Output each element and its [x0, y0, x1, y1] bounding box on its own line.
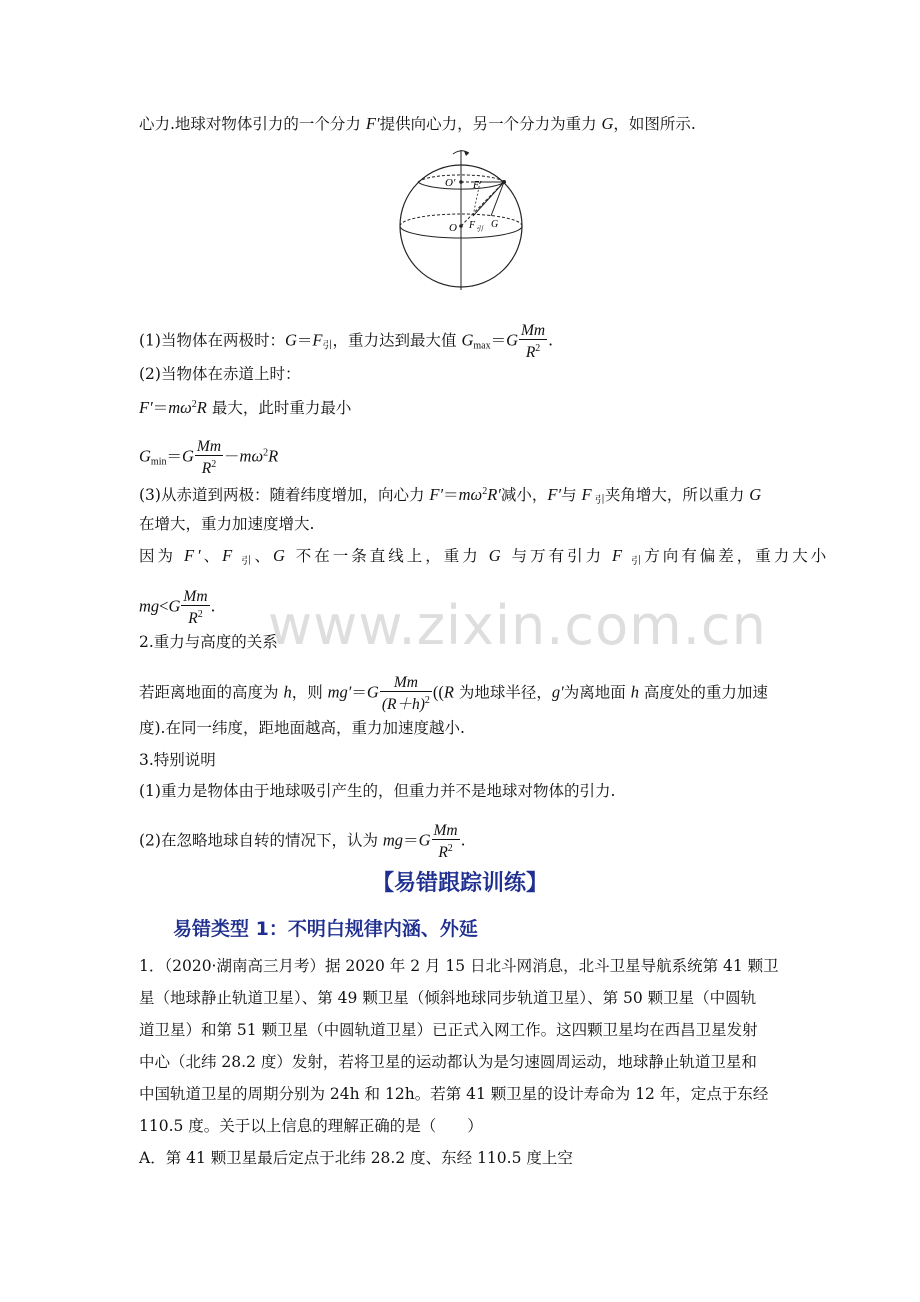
symbol: F	[581, 485, 592, 504]
symbol: G	[284, 330, 297, 350]
text: 度).在同一纬度，距地面越高，重力加速度越小.	[139, 719, 465, 737]
operator: －	[224, 447, 240, 466]
symbol: mω	[458, 485, 483, 504]
subscript: 引	[235, 556, 255, 567]
height-line1	[139, 674, 768, 713]
earth-gravity-diagram	[395, 142, 530, 292]
fraction-mm-rh2	[380, 674, 432, 713]
question-line: 中心（北纬 28.2 度）发射，若将卫星的运动都认为是匀速圆周运动，地球静止轨道卫星和	[139, 1053, 757, 1071]
symbol: F′	[139, 398, 153, 417]
text: .	[460, 831, 466, 850]
symbol: G	[506, 330, 519, 350]
symbol: G	[182, 446, 194, 466]
symbol: F′	[183, 546, 204, 565]
text: 方向有偏差，重力大小	[644, 547, 830, 565]
numerator: Mm	[183, 588, 208, 605]
symbol: (R＋h)	[381, 696, 425, 713]
fraction-mm-r2	[181, 588, 209, 627]
fraction-mm-r2	[432, 822, 460, 861]
text: ，则	[291, 683, 328, 702]
superscript: 2	[535, 343, 541, 354]
text: ，重力达到最大值	[332, 331, 462, 350]
text: (1)当物体在两极时：	[139, 331, 285, 350]
numerator: Mm	[380, 674, 432, 692]
numerator: Mm	[433, 822, 458, 839]
text: .	[548, 331, 554, 350]
label-f-yin: F	[469, 220, 476, 231]
because-formula	[139, 588, 215, 627]
superscript: 2	[263, 447, 269, 459]
intro-line	[139, 114, 696, 134]
operator: ＝	[443, 486, 459, 504]
symbol: mg	[382, 830, 404, 850]
symbol: G	[418, 830, 431, 850]
question-line: 110.5 度。关于以上信息的理解正确的是（ ）	[139, 1117, 483, 1135]
section2-title	[139, 632, 278, 652]
text: (2)在忽略地球自转的情况下，认为	[139, 831, 383, 850]
operator: ＝	[296, 331, 313, 350]
symbol: G	[139, 446, 151, 466]
symbol: h	[283, 682, 292, 702]
symbol: G	[272, 546, 288, 565]
operator: ＝	[152, 399, 169, 417]
numerator: Mm	[521, 322, 546, 339]
symbol: F′	[547, 485, 562, 504]
operator: ＝	[403, 831, 419, 850]
symbol: F′	[429, 485, 444, 504]
symbol: mg	[139, 596, 160, 616]
superscript: 2	[211, 459, 217, 470]
text: 不在一条直线上，重力	[287, 547, 489, 565]
fraction-mm-r2	[519, 322, 547, 361]
case3-line2	[139, 514, 314, 534]
text: 高度处的重力加速	[638, 683, 768, 702]
text: 在增大，重力加速度增大.	[139, 515, 315, 533]
symbol: R	[201, 460, 212, 477]
symbol: G	[461, 330, 474, 350]
text: 夹角增大，所以重力	[604, 486, 750, 504]
text: 最大，此时重力最小	[206, 399, 352, 417]
section-heading: 【易错跟踪训练】	[371, 871, 548, 896]
symbol: g′	[551, 682, 564, 702]
denominator	[380, 692, 432, 713]
text: 为离地面	[563, 683, 631, 702]
denominator	[181, 606, 209, 627]
text: (2)当物体在赤道上时：	[139, 365, 301, 383]
text: 提供向心力，另一个分力为重力	[379, 115, 602, 133]
text: 心力.地球对物体引力的一个分力	[139, 115, 366, 133]
question-line: 中国轨道卫星的周期分别为 24h 和 12h。若第 41 颗卫星的设计寿命为 12 年，定点于东经	[139, 1085, 769, 1103]
superscript: 2	[482, 486, 488, 497]
text: 与万有引力	[503, 547, 613, 565]
case2-title	[139, 364, 300, 384]
question-line: 道卫星）和第 51 颗卫星（中圆轨道卫星）已正式入网工作。这四颗卫星均在西昌卫星发射	[139, 1021, 758, 1039]
operator: <	[159, 596, 169, 616]
case3-line1	[139, 482, 761, 511]
symbol: G	[168, 596, 181, 616]
fraction-mm-r2	[195, 438, 223, 477]
operator: ＝	[351, 683, 367, 702]
label-o: O	[449, 222, 457, 234]
text: 减小，	[500, 486, 548, 504]
symbol: G	[488, 546, 504, 565]
height-line2	[139, 718, 465, 738]
question-line: 星（地球静止轨道卫星）、第 49 颗卫星（倾斜地球同步轨道卫星）、第 50 颗卫星（中圆轨	[139, 989, 757, 1007]
subscript: 引	[625, 556, 645, 567]
case1-line	[139, 322, 553, 361]
text: ，如图所示.	[613, 115, 696, 133]
label-g: G	[491, 219, 499, 230]
symbol: G	[749, 485, 762, 504]
subscript: max	[473, 340, 491, 352]
text: 2.重力与高度的关系	[139, 633, 278, 651]
symbol: R	[443, 682, 454, 702]
text: 3.特别说明	[139, 751, 216, 769]
label-o-prime: O′	[445, 177, 456, 189]
symbol: R	[188, 610, 198, 627]
symbol: R	[268, 446, 279, 466]
denominator	[432, 840, 460, 861]
symbol: mω	[168, 398, 192, 417]
text: .	[210, 597, 216, 616]
symbol: mg′	[327, 682, 352, 702]
subscript: 引	[591, 495, 605, 506]
label-f-prime: F′	[473, 180, 482, 191]
superscript: 2	[197, 609, 203, 620]
text: (3)从赤道到两极：随着纬度增加，向心力	[139, 486, 430, 504]
symbol: F	[222, 546, 236, 565]
case2-line2	[139, 438, 278, 477]
center-point-o-prime	[459, 180, 463, 184]
text: ((	[432, 682, 444, 702]
because-line	[139, 546, 829, 572]
error-type-heading: 易错类型 1：不明白规律内涵、外延	[173, 918, 478, 940]
text: 若距离地面的高度为	[139, 683, 284, 702]
symbol: G	[366, 682, 379, 702]
denominator	[195, 456, 223, 477]
text: 、	[203, 547, 223, 565]
symbol: R	[525, 344, 536, 361]
object-point	[502, 180, 506, 184]
symbol: F	[612, 546, 626, 565]
text: (1)重力是物体由于地球吸引产生的，但重力并不是地球对物体的引力.	[139, 782, 616, 800]
label-f-yin-sub: 引	[476, 225, 483, 233]
center-point-o	[459, 224, 463, 228]
superscript: 2	[447, 843, 453, 854]
operator: ＝	[490, 331, 507, 350]
text: 因为	[139, 547, 184, 565]
symbol: R′	[487, 485, 501, 504]
numerator: Mm	[196, 438, 222, 455]
note1	[139, 781, 615, 801]
watermark: www.zixin.com.cn	[268, 594, 767, 657]
case2-line1	[139, 395, 351, 418]
operator: ＝	[166, 447, 182, 466]
denominator	[519, 340, 547, 361]
question-line: 1．（2020·湖南高三月考）据 2020 年 2 月 15 日北斗网消息，北斗卫星导航系统第 41 颗卫	[139, 957, 779, 975]
symbol: R	[196, 398, 207, 417]
option-a: A．第 41 颗卫星最后定点于北纬 28.2 度、东经 110.5 度上空	[139, 1149, 573, 1167]
symbol: mω	[239, 446, 264, 466]
symbol: R	[438, 844, 448, 861]
superscript: 2	[424, 695, 430, 706]
subscript: min	[150, 456, 167, 468]
symbol: h	[630, 682, 639, 702]
symbol: F	[312, 330, 323, 350]
note2	[139, 822, 466, 861]
section3-title	[139, 750, 216, 770]
superscript: 2	[191, 399, 197, 410]
text: 为地球半径，	[453, 683, 552, 702]
symbol: F′	[365, 114, 380, 133]
text: 与	[561, 486, 582, 504]
subscript: 引	[322, 340, 333, 352]
weight-vector	[491, 182, 504, 216]
symbol: G	[601, 114, 614, 133]
text: 、	[254, 547, 273, 565]
